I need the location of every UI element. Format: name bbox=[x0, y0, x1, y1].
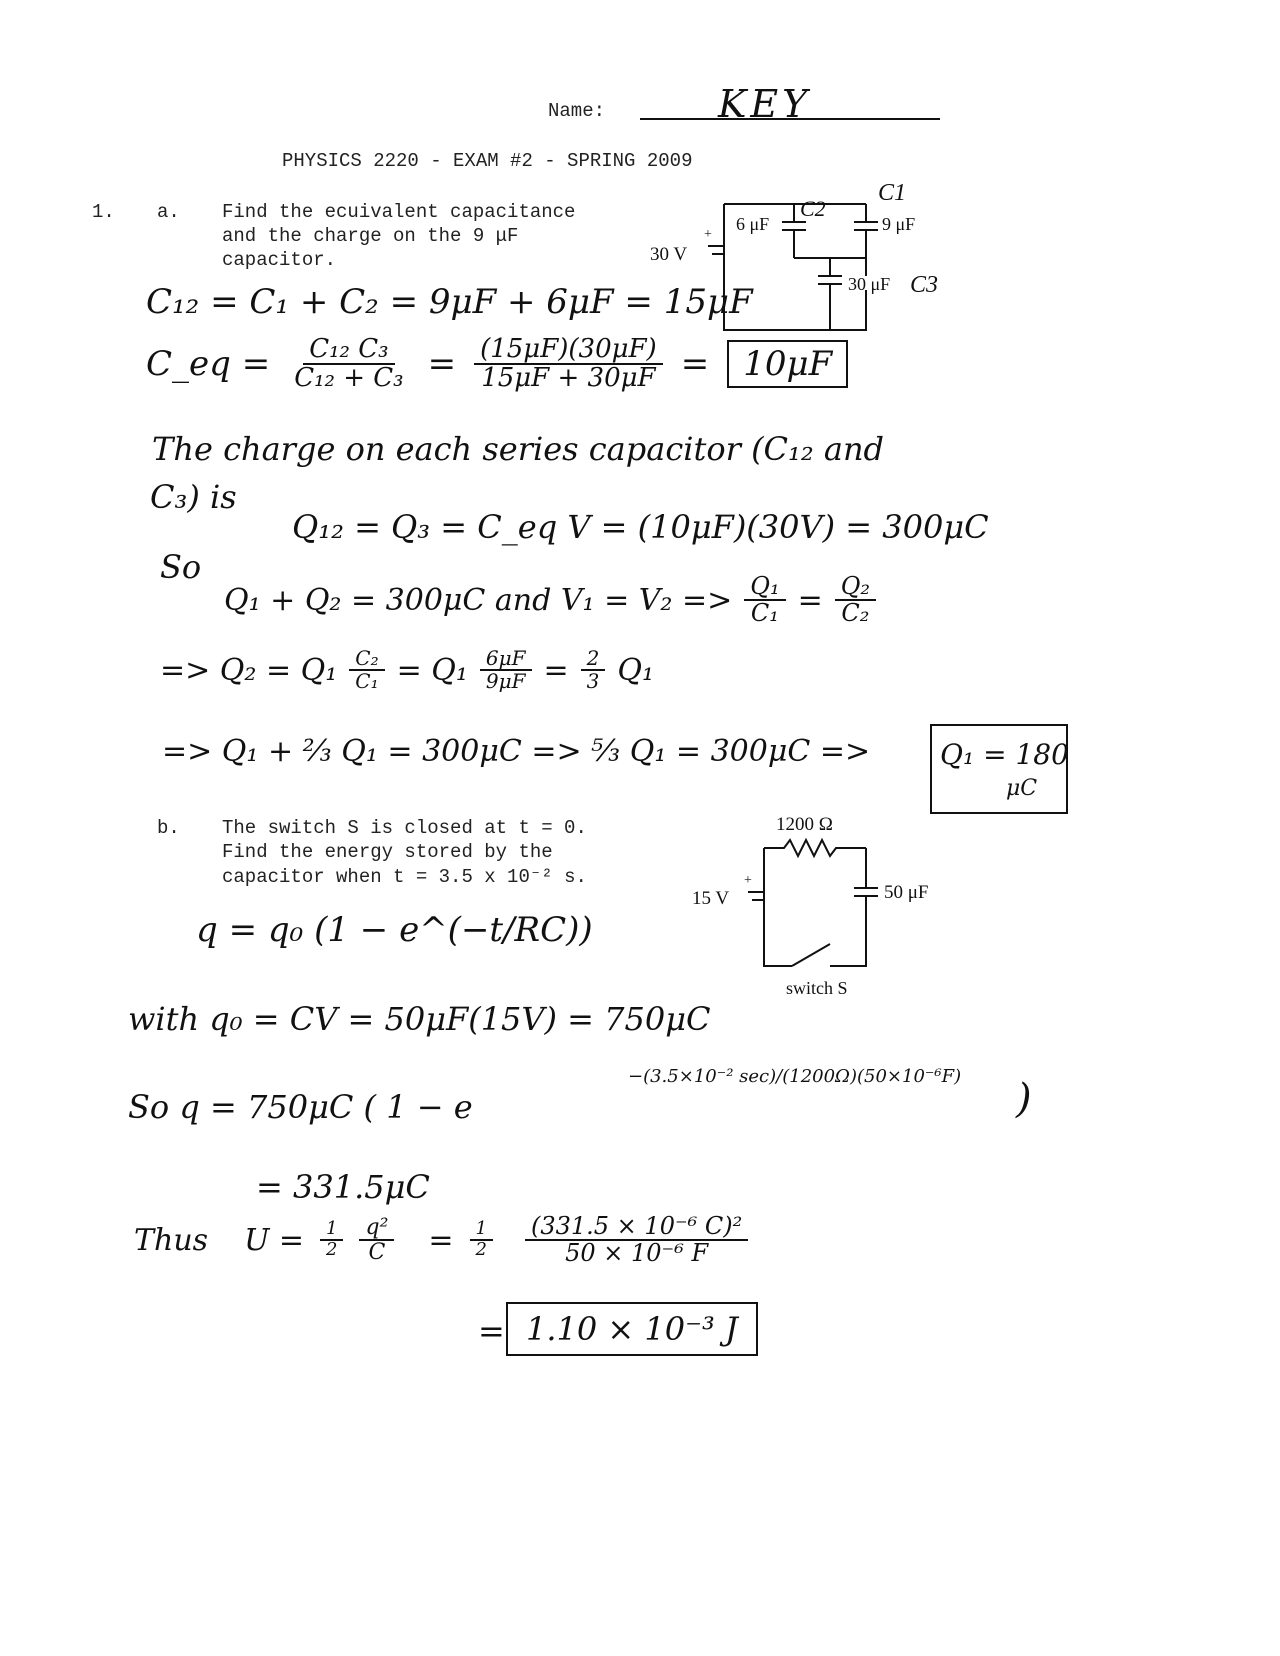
six-over-nine-den: 9μF bbox=[485, 669, 526, 693]
source-label-a: 30 V bbox=[650, 244, 688, 265]
charge-equation: Q₁₂ = Q₃ = C_eq V = (10μF)(30V) = 300μC bbox=[292, 508, 989, 546]
ceq-answer-box: 10μF bbox=[727, 340, 848, 388]
q2-over-c2-num: Q₂ bbox=[835, 574, 876, 601]
ceq-equals-2: = bbox=[680, 344, 710, 385]
q2-tail: Q₁ bbox=[617, 652, 654, 688]
ceq-fraction-1 bbox=[288, 336, 409, 393]
c1-hand-label: C1 bbox=[878, 180, 907, 206]
q1-answer-unit: μC bbox=[1006, 776, 1038, 801]
q-result: = 331.5μC bbox=[256, 1168, 430, 1206]
energy-half-1-num: 1 bbox=[320, 1220, 343, 1241]
so-text: So bbox=[160, 548, 202, 586]
ceq-lhs: C_eq = bbox=[146, 344, 271, 385]
two-thirds-den: 3 bbox=[586, 669, 600, 693]
ceq-fraction-2 bbox=[474, 336, 663, 393]
battery-b-plus-sign: + bbox=[744, 873, 752, 888]
part-a-letter: a. bbox=[157, 201, 180, 223]
part-b-letter: b. bbox=[157, 817, 180, 839]
part-a-prompt-line-3: capacitor. bbox=[222, 249, 337, 271]
charge-text-line-1: The charge on each series capacitor (C₁₂ and bbox=[152, 430, 885, 468]
q2-prefix: => Q₂ = Q₁ bbox=[160, 652, 338, 688]
two-thirds-num: 2 bbox=[581, 648, 606, 671]
source-label-b: 15 V bbox=[692, 888, 730, 909]
q-equation-exponent: −(3.5×10⁻² sec)/(1200Ω)(50×10⁻⁶F) bbox=[628, 1066, 962, 1087]
rc-circuit-diagram bbox=[680, 800, 960, 1000]
q0-equation: with q₀ = CV = 50μF(15V) = 750μC bbox=[128, 1000, 711, 1038]
exam-title: PHYSICS 2220 - EXAM #2 - SPRING 2009 bbox=[282, 150, 693, 172]
energy-q-num: q² bbox=[359, 1216, 394, 1241]
c2-over-c1 bbox=[349, 648, 384, 692]
c2-value-label: 6 μF bbox=[736, 214, 770, 234]
charge-growth-equation: q = q₀ (1 − e^(−t/RC)) bbox=[196, 910, 593, 950]
c3-hand-label: C3 bbox=[910, 272, 939, 298]
q1-over-c1-num: Q₁ bbox=[744, 574, 785, 601]
energy-lhs: U = bbox=[244, 1222, 305, 1258]
ceq-denominator-1: C₁₂ + C₃ bbox=[294, 363, 404, 394]
switch-blade bbox=[792, 944, 830, 966]
part-b-prompt-line-1: The switch S is closed at t = 0. bbox=[222, 817, 587, 839]
resistor-label: 1200 Ω bbox=[776, 814, 833, 835]
switch-label: switch S bbox=[786, 978, 848, 998]
name-value: KEY bbox=[718, 82, 812, 126]
c1-value-label: 9 μF bbox=[882, 214, 916, 234]
ceq-equals-1: = bbox=[427, 344, 457, 385]
q2-mid: = Q₁ bbox=[396, 652, 468, 688]
energy-equals: = bbox=[428, 1222, 454, 1258]
part-a-prompt-line-2: and the charge on the 9 μF bbox=[222, 225, 519, 247]
ceq-numerator-2: (15μF)(30μF) bbox=[474, 336, 663, 365]
q2-over-c2-den: C₂ bbox=[841, 599, 870, 628]
capacitor-label: 50 μF bbox=[884, 882, 929, 903]
part-b-prompt-line-2: Find the energy stored by the bbox=[222, 841, 553, 863]
problem-number: 1. bbox=[92, 201, 115, 223]
c2-over-c1-num: C₂ bbox=[349, 648, 384, 671]
energy-half-2-num: 1 bbox=[470, 1220, 493, 1241]
q-equation-close: ) bbox=[1016, 1076, 1032, 1122]
energy-half-1-den: 2 bbox=[326, 1239, 338, 1261]
energy-half-1 bbox=[320, 1220, 343, 1260]
resistor-zigzag bbox=[764, 840, 866, 856]
charge-sum-lhs: Q₁ + Q₂ = 300μC and V₁ = V₂ => bbox=[224, 582, 733, 618]
q1-final-equation: => Q₁ + ⅔ Q₁ = 300μC => ⁵⁄₃ Q₁ = 300μC => bbox=[162, 734, 871, 769]
c3-value-label: 30 μF bbox=[848, 274, 891, 294]
six-over-nine bbox=[480, 648, 532, 692]
energy-c-den: C bbox=[368, 1240, 386, 1266]
part-b-prompt-line-3: capacitor when t = 3.5 x 10⁻² s. bbox=[222, 866, 587, 888]
q1-over-c1-den: C₁ bbox=[750, 599, 779, 628]
energy-equation bbox=[134, 1214, 748, 1266]
ceq-equation bbox=[146, 336, 848, 393]
q2-equation bbox=[160, 648, 654, 692]
ceq-denominator-2: 15μF + 30μF bbox=[481, 363, 656, 394]
energy-q-over-c bbox=[359, 1216, 394, 1264]
six-over-nine-num: 6μF bbox=[480, 648, 532, 671]
energy-half-2-den: 2 bbox=[475, 1239, 487, 1261]
q1-over-c1 bbox=[744, 574, 785, 626]
battery-plus-sign: + bbox=[704, 227, 712, 242]
energy-big-den: 50 × 10⁻⁶ F bbox=[565, 1239, 709, 1268]
energy-final-equals: = bbox=[478, 1312, 505, 1350]
ceq-numerator-1: C₁₂ C₃ bbox=[303, 336, 394, 365]
q2-over-c2 bbox=[835, 574, 876, 626]
energy-big-num: (331.5 × 10⁻⁶ C)² bbox=[525, 1214, 748, 1241]
energy-half-2 bbox=[470, 1220, 493, 1260]
q1-answer-value: Q₁ = 180 bbox=[940, 738, 1069, 771]
energy-big-fraction bbox=[525, 1214, 748, 1266]
charge-sum-equation bbox=[224, 574, 876, 626]
thus-text: Thus bbox=[134, 1222, 209, 1258]
energy-answer-box: 1.10 × 10⁻³ J bbox=[506, 1302, 758, 1356]
charge-sum-equals: = bbox=[797, 582, 823, 618]
charge-text-line-2: C₃) is bbox=[150, 478, 237, 516]
c12-equation: C₁₂ = C₁ + C₂ = 9μF + 6μF = 15μF bbox=[146, 282, 753, 322]
q2-equals: = bbox=[543, 652, 569, 688]
name-label: Name: bbox=[548, 100, 606, 122]
two-thirds bbox=[581, 648, 606, 692]
q-equation: So q = 750μC ( 1 − e bbox=[128, 1088, 473, 1126]
part-a-prompt-line-1: Find the ecuivalent capacitance bbox=[222, 201, 576, 223]
c2-over-c1-den: C₁ bbox=[355, 669, 379, 693]
c2-hand-label: C2 bbox=[800, 196, 826, 221]
